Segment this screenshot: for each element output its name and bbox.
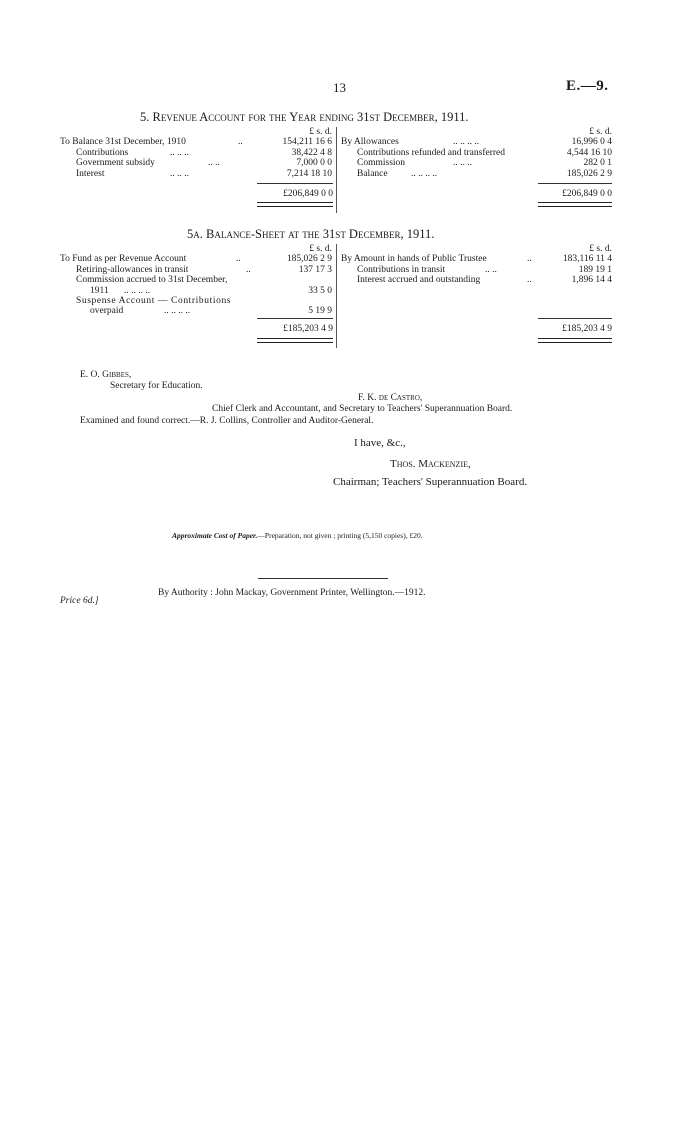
revenue-right-row: Balance .. .. .. .. 185,026 2 9 [357,168,612,179]
balance-right-ledger [341,244,612,286]
balance-right-row: Contributions in transit .. .. 189 19 1 [357,264,612,275]
revenue-left-total: £206,849 0 0 [283,189,333,199]
revenue-column-divider [336,127,337,213]
printer-authority: By Authority : John Mackay, Government Printer, Wellington.—1912. [158,588,426,598]
balance-right-total: £185,203 4 9 [562,324,612,334]
balance-left-total: £185,203 4 9 [283,324,333,334]
revenue-right-total: £206,849 0 0 [562,189,612,199]
revenue-left-row: Government subsidy .. .. 7,000 0 0 [76,158,332,169]
mackenzie-title: Chairman; Teachers' Superannuation Board. [333,476,528,488]
footer-rule [258,578,388,579]
revenue-left-currency-header: £ s. d. [309,127,332,137]
balance-left-row: To Fund as per Revenue Account .. 185,026 2 9 [60,254,332,265]
revenue-right-row: Contributions refunded and transferred 4,544 16 10 [357,147,612,158]
balance-column-divider [336,244,337,348]
revenue-right-double-rule [538,202,612,207]
balance-left-sum-rule [257,318,333,319]
balance-left-row: Commission accrued to 31st December, [76,275,228,286]
balance-sheet-title: 5a. Balance-Sheet at the 31st December, 1911. [187,227,435,241]
balance-left-currency-header: £ s. d. [309,244,332,254]
revenue-left-ledger [60,127,332,179]
price-label: Price 6d.] [60,596,99,606]
balance-left-double-rule [257,338,333,343]
castro-title: Chief Clerk and Accountant, and Secretary to Teachers' Superannuation Board. [212,404,513,414]
balance-left-row: Suspense Account — Contributions [76,295,232,306]
balance-left-row: overpaid .. .. .. .. 5 19 9 [90,306,332,317]
gibbes-title: Secretary for Education. [110,381,203,391]
revenue-left-row: To Balance 31st December, 1910 .. 154,211 16 6 [60,137,332,148]
revenue-left-row: Contributions .. .. .. 38,422 4 8 [76,147,332,158]
paper-cost-note: Approximate Cost of Paper.—Preparation, not given ; printing (5,150 copies), £20. [172,531,423,540]
revenue-right-ledger [341,127,612,179]
page-number: 13 [333,80,346,95]
revenue-left-row: Interest .. .. .. 7,214 18 10 [76,168,332,179]
revenue-left-double-rule [257,202,333,207]
revenue-right-row: Commission .. .. .. 282 0 1 [357,158,612,169]
revenue-right-row: By Allowances .. .. .. .. 16,996 0 4 [341,137,612,148]
closing-salutation: I have, &c., [354,437,406,449]
balance-right-sum-rule [538,318,612,319]
balance-left-row: 1911 .. .. .. .. 33 5 0 [90,285,332,296]
mackenzie-signature: Thos. Mackenzie, [390,458,471,470]
revenue-left-sum-rule [257,183,333,184]
balance-left-row: Retiring-allowances in transit .. 137 17 3 [76,264,332,275]
revenue-account-title: 5. Revenue Account for the Year ending 31st December, 1911. [140,110,469,124]
document-code: E.—9. [566,78,609,94]
castro-signature: F. K. de Castro, [358,393,423,403]
balance-right-double-rule [538,338,612,343]
balance-right-row: By Amount in hands of Public Trustee .. 183,116 11 4 [341,254,612,265]
balance-right-row: Interest accrued and outstanding .. 1,896 14 4 [357,275,612,286]
balance-right-currency-header: £ s. d. [589,244,612,254]
revenue-right-currency-header: £ s. d. [589,127,612,137]
gibbes-signature: E. O. Gibbes, [80,370,132,380]
auditor-examined-line: Examined and found correct.—R. J. Collins, Controller and Auditor-General. [80,416,374,426]
balance-left-ledger [60,244,332,317]
revenue-right-sum-rule [538,183,612,184]
